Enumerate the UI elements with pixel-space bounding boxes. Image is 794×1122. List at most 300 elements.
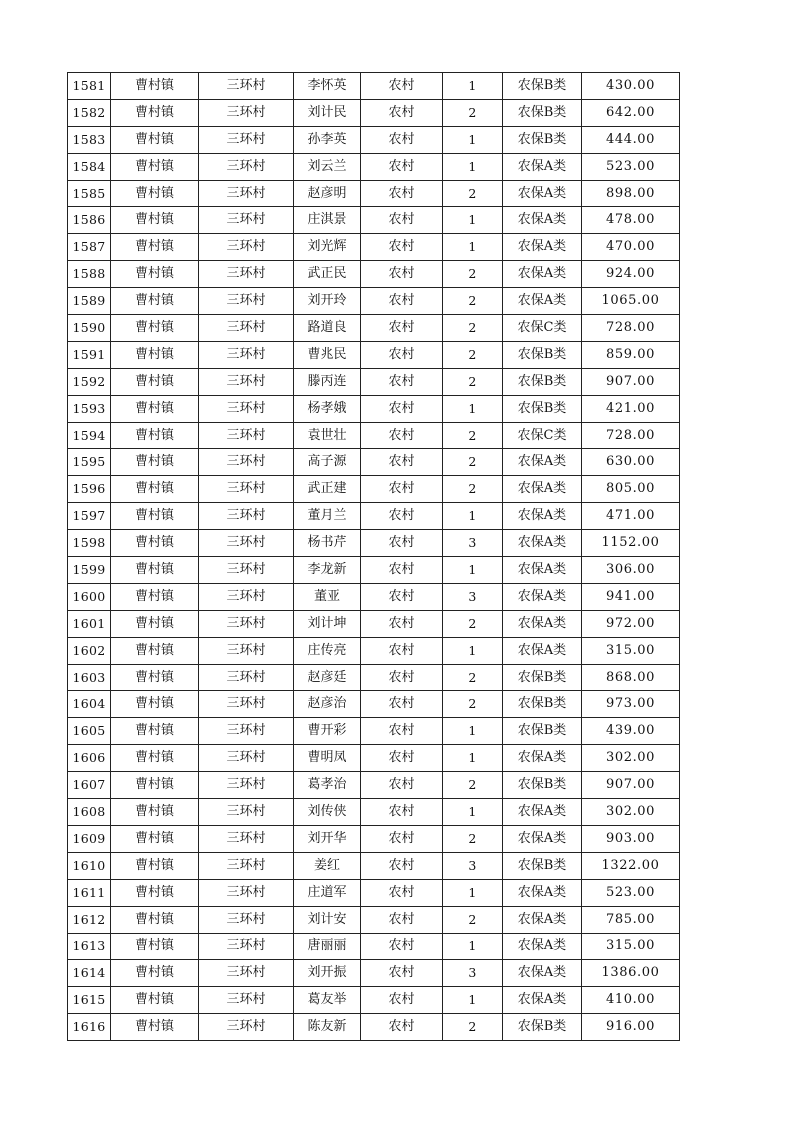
village-cell: 三环村 xyxy=(199,449,294,476)
household-type-cell: 农村 xyxy=(361,180,443,207)
town-cell: 曹村镇 xyxy=(111,476,199,503)
name-cell: 庄道军 xyxy=(294,879,361,906)
town-cell: 曹村镇 xyxy=(111,315,199,342)
name-cell: 武正民 xyxy=(294,261,361,288)
table-row xyxy=(68,691,680,718)
town-cell: 曹村镇 xyxy=(111,960,199,987)
amount-cell: 903.00 xyxy=(582,825,680,852)
household-size-cell: 2 xyxy=(443,288,503,315)
village-cell: 三环村 xyxy=(199,583,294,610)
serial-cell: 1593 xyxy=(68,395,111,422)
name-cell: 刘计坤 xyxy=(294,610,361,637)
table-row xyxy=(68,879,680,906)
village-cell: 三环村 xyxy=(199,664,294,691)
household-type-cell: 农村 xyxy=(361,637,443,664)
town-cell: 曹村镇 xyxy=(111,180,199,207)
amount-cell: 471.00 xyxy=(582,503,680,530)
town-cell: 曹村镇 xyxy=(111,664,199,691)
village-cell: 三环村 xyxy=(199,987,294,1014)
village-cell: 三环村 xyxy=(199,530,294,557)
table-row xyxy=(68,987,680,1014)
serial-cell: 1604 xyxy=(68,691,111,718)
table-row xyxy=(68,664,680,691)
serial-cell: 1601 xyxy=(68,610,111,637)
serial-cell: 1596 xyxy=(68,476,111,503)
category-cell: 农保A类 xyxy=(503,583,582,610)
household-size-cell: 3 xyxy=(443,960,503,987)
household-size-cell: 2 xyxy=(443,772,503,799)
name-cell: 刘传侠 xyxy=(294,799,361,826)
name-cell: 刘开振 xyxy=(294,960,361,987)
table-row xyxy=(68,476,680,503)
table-row xyxy=(68,395,680,422)
village-cell: 三环村 xyxy=(199,99,294,126)
serial-cell: 1612 xyxy=(68,906,111,933)
town-cell: 曹村镇 xyxy=(111,368,199,395)
household-size-cell: 1 xyxy=(443,153,503,180)
amount-cell: 728.00 xyxy=(582,422,680,449)
village-cell: 三环村 xyxy=(199,933,294,960)
table-row xyxy=(68,341,680,368)
household-size-cell: 1 xyxy=(443,799,503,826)
serial-cell: 1597 xyxy=(68,503,111,530)
serial-cell: 1594 xyxy=(68,422,111,449)
amount-cell: 302.00 xyxy=(582,799,680,826)
household-size-cell: 3 xyxy=(443,583,503,610)
amount-cell: 421.00 xyxy=(582,395,680,422)
household-type-cell: 农村 xyxy=(361,583,443,610)
category-cell: 农保A类 xyxy=(503,637,582,664)
household-type-cell: 农村 xyxy=(361,718,443,745)
serial-cell: 1598 xyxy=(68,530,111,557)
amount-cell: 315.00 xyxy=(582,637,680,664)
household-type-cell: 农村 xyxy=(361,852,443,879)
town-cell: 曹村镇 xyxy=(111,503,199,530)
amount-cell: 302.00 xyxy=(582,745,680,772)
household-size-cell: 2 xyxy=(443,341,503,368)
category-cell: 农保B类 xyxy=(503,395,582,422)
household-type-cell: 农村 xyxy=(361,395,443,422)
village-cell: 三环村 xyxy=(199,422,294,449)
village-cell: 三环村 xyxy=(199,288,294,315)
table-row xyxy=(68,637,680,664)
name-cell: 赵彦治 xyxy=(294,691,361,718)
town-cell: 曹村镇 xyxy=(111,449,199,476)
household-size-cell: 2 xyxy=(443,261,503,288)
household-size-cell: 2 xyxy=(443,99,503,126)
village-cell: 三环村 xyxy=(199,960,294,987)
table-row xyxy=(68,852,680,879)
household-type-cell: 农村 xyxy=(361,368,443,395)
village-cell: 三环村 xyxy=(199,180,294,207)
town-cell: 曹村镇 xyxy=(111,691,199,718)
household-type-cell: 农村 xyxy=(361,422,443,449)
serial-cell: 1592 xyxy=(68,368,111,395)
category-cell: 农保A类 xyxy=(503,745,582,772)
name-cell: 刘光辉 xyxy=(294,234,361,261)
category-cell: 农保B类 xyxy=(503,73,582,100)
name-cell: 刘云兰 xyxy=(294,153,361,180)
name-cell: 葛孝治 xyxy=(294,772,361,799)
category-cell: 农保A类 xyxy=(503,476,582,503)
serial-cell: 1585 xyxy=(68,180,111,207)
table-row xyxy=(68,368,680,395)
household-type-cell: 农村 xyxy=(361,315,443,342)
category-cell: 农保C类 xyxy=(503,422,582,449)
household-type-cell: 农村 xyxy=(361,1014,443,1041)
amount-cell: 907.00 xyxy=(582,772,680,799)
household-type-cell: 农村 xyxy=(361,960,443,987)
household-size-cell: 1 xyxy=(443,879,503,906)
amount-cell: 898.00 xyxy=(582,180,680,207)
serial-cell: 1608 xyxy=(68,799,111,826)
table-row xyxy=(68,315,680,342)
amount-cell: 430.00 xyxy=(582,73,680,100)
town-cell: 曹村镇 xyxy=(111,933,199,960)
table-row xyxy=(68,73,680,100)
name-cell: 李龙新 xyxy=(294,557,361,584)
name-cell: 高子源 xyxy=(294,449,361,476)
household-type-cell: 农村 xyxy=(361,234,443,261)
household-type-cell: 农村 xyxy=(361,503,443,530)
serial-cell: 1589 xyxy=(68,288,111,315)
town-cell: 曹村镇 xyxy=(111,73,199,100)
town-cell: 曹村镇 xyxy=(111,772,199,799)
amount-cell: 972.00 xyxy=(582,610,680,637)
name-cell: 路道良 xyxy=(294,315,361,342)
table-row xyxy=(68,745,680,772)
name-cell: 唐丽丽 xyxy=(294,933,361,960)
household-type-cell: 农村 xyxy=(361,557,443,584)
table-row xyxy=(68,180,680,207)
category-cell: 农保B类 xyxy=(503,99,582,126)
name-cell: 袁世壮 xyxy=(294,422,361,449)
category-cell: 农保B类 xyxy=(503,341,582,368)
household-type-cell: 农村 xyxy=(361,825,443,852)
household-size-cell: 2 xyxy=(443,664,503,691)
household-size-cell: 1 xyxy=(443,987,503,1014)
village-cell: 三环村 xyxy=(199,745,294,772)
category-cell: 农保B类 xyxy=(503,664,582,691)
amount-cell: 916.00 xyxy=(582,1014,680,1041)
amount-cell: 478.00 xyxy=(582,207,680,234)
serial-cell: 1607 xyxy=(68,772,111,799)
town-cell: 曹村镇 xyxy=(111,341,199,368)
amount-cell: 439.00 xyxy=(582,718,680,745)
town-cell: 曹村镇 xyxy=(111,99,199,126)
village-cell: 三环村 xyxy=(199,825,294,852)
amount-cell: 630.00 xyxy=(582,449,680,476)
village-cell: 三环村 xyxy=(199,73,294,100)
name-cell: 葛友举 xyxy=(294,987,361,1014)
amount-cell: 1322.00 xyxy=(582,852,680,879)
household-size-cell: 2 xyxy=(443,691,503,718)
table-row xyxy=(68,449,680,476)
village-cell: 三环村 xyxy=(199,395,294,422)
name-cell: 李怀英 xyxy=(294,73,361,100)
household-size-cell: 1 xyxy=(443,126,503,153)
category-cell: 农保B类 xyxy=(503,1014,582,1041)
household-type-cell: 农村 xyxy=(361,772,443,799)
table-row xyxy=(68,906,680,933)
amount-cell: 907.00 xyxy=(582,368,680,395)
category-cell: 农保A类 xyxy=(503,449,582,476)
table-row xyxy=(68,799,680,826)
village-cell: 三环村 xyxy=(199,368,294,395)
name-cell: 庄淇景 xyxy=(294,207,361,234)
name-cell: 庄传亮 xyxy=(294,637,361,664)
table-row xyxy=(68,99,680,126)
serial-cell: 1595 xyxy=(68,449,111,476)
serial-cell: 1605 xyxy=(68,718,111,745)
household-type-cell: 农村 xyxy=(361,126,443,153)
household-size-cell: 2 xyxy=(443,180,503,207)
table-row xyxy=(68,825,680,852)
amount-cell: 523.00 xyxy=(582,153,680,180)
category-cell: 农保A类 xyxy=(503,261,582,288)
table-row xyxy=(68,933,680,960)
category-cell: 农保A类 xyxy=(503,557,582,584)
amount-cell: 805.00 xyxy=(582,476,680,503)
amount-cell: 523.00 xyxy=(582,879,680,906)
serial-cell: 1584 xyxy=(68,153,111,180)
amount-cell: 973.00 xyxy=(582,691,680,718)
village-cell: 三环村 xyxy=(199,1014,294,1041)
village-cell: 三环村 xyxy=(199,476,294,503)
name-cell: 杨书芹 xyxy=(294,530,361,557)
household-size-cell: 3 xyxy=(443,530,503,557)
town-cell: 曹村镇 xyxy=(111,583,199,610)
town-cell: 曹村镇 xyxy=(111,207,199,234)
category-cell: 农保A类 xyxy=(503,530,582,557)
town-cell: 曹村镇 xyxy=(111,126,199,153)
household-size-cell: 2 xyxy=(443,422,503,449)
household-type-cell: 农村 xyxy=(361,99,443,126)
category-cell: 农保A类 xyxy=(503,987,582,1014)
household-size-cell: 1 xyxy=(443,503,503,530)
town-cell: 曹村镇 xyxy=(111,637,199,664)
household-type-cell: 农村 xyxy=(361,153,443,180)
table-row xyxy=(68,610,680,637)
table-row xyxy=(68,261,680,288)
table-row xyxy=(68,530,680,557)
name-cell: 刘开华 xyxy=(294,825,361,852)
name-cell: 董月兰 xyxy=(294,503,361,530)
village-cell: 三环村 xyxy=(199,906,294,933)
category-cell: 农保A类 xyxy=(503,906,582,933)
household-type-cell: 农村 xyxy=(361,449,443,476)
name-cell: 武正建 xyxy=(294,476,361,503)
household-size-cell: 2 xyxy=(443,906,503,933)
household-type-cell: 农村 xyxy=(361,987,443,1014)
town-cell: 曹村镇 xyxy=(111,825,199,852)
amount-cell: 642.00 xyxy=(582,99,680,126)
household-type-cell: 农村 xyxy=(361,799,443,826)
town-cell: 曹村镇 xyxy=(111,234,199,261)
amount-cell: 410.00 xyxy=(582,987,680,1014)
household-type-cell: 农村 xyxy=(361,207,443,234)
amount-cell: 924.00 xyxy=(582,261,680,288)
name-cell: 曹明凤 xyxy=(294,745,361,772)
household-type-cell: 农村 xyxy=(361,691,443,718)
serial-cell: 1591 xyxy=(68,341,111,368)
household-size-cell: 1 xyxy=(443,745,503,772)
amount-cell: 859.00 xyxy=(582,341,680,368)
name-cell: 曹开彩 xyxy=(294,718,361,745)
serial-cell: 1587 xyxy=(68,234,111,261)
table-row xyxy=(68,503,680,530)
table-row xyxy=(68,772,680,799)
town-cell: 曹村镇 xyxy=(111,261,199,288)
category-cell: 农保B类 xyxy=(503,368,582,395)
town-cell: 曹村镇 xyxy=(111,852,199,879)
serial-cell: 1611 xyxy=(68,879,111,906)
household-type-cell: 农村 xyxy=(361,73,443,100)
name-cell: 赵彦明 xyxy=(294,180,361,207)
household-size-cell: 2 xyxy=(443,610,503,637)
name-cell: 刘开玲 xyxy=(294,288,361,315)
name-cell: 陈友新 xyxy=(294,1014,361,1041)
town-cell: 曹村镇 xyxy=(111,530,199,557)
household-size-cell: 1 xyxy=(443,718,503,745)
household-type-cell: 农村 xyxy=(361,341,443,368)
name-cell: 董亚 xyxy=(294,583,361,610)
category-cell: 农保A类 xyxy=(503,879,582,906)
category-cell: 农保A类 xyxy=(503,610,582,637)
name-cell: 刘计民 xyxy=(294,99,361,126)
amount-cell: 306.00 xyxy=(582,557,680,584)
village-cell: 三环村 xyxy=(199,799,294,826)
household-size-cell: 1 xyxy=(443,557,503,584)
household-type-cell: 农村 xyxy=(361,530,443,557)
household-size-cell: 2 xyxy=(443,476,503,503)
serial-cell: 1588 xyxy=(68,261,111,288)
category-cell: 农保A类 xyxy=(503,825,582,852)
serial-cell: 1616 xyxy=(68,1014,111,1041)
amount-cell: 941.00 xyxy=(582,583,680,610)
serial-cell: 1590 xyxy=(68,315,111,342)
table-row xyxy=(68,288,680,315)
household-type-cell: 农村 xyxy=(361,906,443,933)
table-row xyxy=(68,960,680,987)
household-size-cell: 1 xyxy=(443,234,503,261)
village-cell: 三环村 xyxy=(199,852,294,879)
village-cell: 三环村 xyxy=(199,341,294,368)
town-cell: 曹村镇 xyxy=(111,906,199,933)
amount-cell: 785.00 xyxy=(582,906,680,933)
village-cell: 三环村 xyxy=(199,153,294,180)
category-cell: 农保A类 xyxy=(503,960,582,987)
table-row xyxy=(68,1014,680,1041)
amount-cell: 1152.00 xyxy=(582,530,680,557)
serial-cell: 1613 xyxy=(68,933,111,960)
amount-cell: 470.00 xyxy=(582,234,680,261)
serial-cell: 1603 xyxy=(68,664,111,691)
town-cell: 曹村镇 xyxy=(111,288,199,315)
amount-cell: 728.00 xyxy=(582,315,680,342)
serial-cell: 1600 xyxy=(68,583,111,610)
category-cell: 农保B类 xyxy=(503,718,582,745)
amount-cell: 315.00 xyxy=(582,933,680,960)
name-cell: 刘计安 xyxy=(294,906,361,933)
category-cell: 农保A类 xyxy=(503,180,582,207)
amount-cell: 1386.00 xyxy=(582,960,680,987)
town-cell: 曹村镇 xyxy=(111,879,199,906)
household-type-cell: 农村 xyxy=(361,933,443,960)
household-size-cell: 1 xyxy=(443,637,503,664)
household-size-cell: 1 xyxy=(443,207,503,234)
town-cell: 曹村镇 xyxy=(111,718,199,745)
household-size-cell: 1 xyxy=(443,395,503,422)
category-cell: 农保C类 xyxy=(503,315,582,342)
household-size-cell: 1 xyxy=(443,73,503,100)
village-cell: 三环村 xyxy=(199,557,294,584)
household-size-cell: 1 xyxy=(443,933,503,960)
name-cell: 赵彦廷 xyxy=(294,664,361,691)
town-cell: 曹村镇 xyxy=(111,799,199,826)
category-cell: 农保B类 xyxy=(503,126,582,153)
roster-body xyxy=(68,73,680,1041)
category-cell: 农保B类 xyxy=(503,772,582,799)
serial-cell: 1582 xyxy=(68,99,111,126)
roster-table xyxy=(67,72,680,1041)
table-row xyxy=(68,207,680,234)
table-row xyxy=(68,234,680,261)
village-cell: 三环村 xyxy=(199,503,294,530)
household-size-cell: 3 xyxy=(443,852,503,879)
household-type-cell: 农村 xyxy=(361,610,443,637)
village-cell: 三环村 xyxy=(199,234,294,261)
category-cell: 农保B类 xyxy=(503,691,582,718)
serial-cell: 1599 xyxy=(68,557,111,584)
amount-cell: 444.00 xyxy=(582,126,680,153)
table-row xyxy=(68,583,680,610)
household-size-cell: 2 xyxy=(443,1014,503,1041)
serial-cell: 1606 xyxy=(68,745,111,772)
table-row xyxy=(68,126,680,153)
serial-cell: 1602 xyxy=(68,637,111,664)
name-cell: 姜红 xyxy=(294,852,361,879)
village-cell: 三环村 xyxy=(199,637,294,664)
name-cell: 杨孝娥 xyxy=(294,395,361,422)
roster-sheet xyxy=(67,72,680,1041)
category-cell: 农保A类 xyxy=(503,799,582,826)
town-cell: 曹村镇 xyxy=(111,745,199,772)
category-cell: 农保A类 xyxy=(503,207,582,234)
serial-cell: 1583 xyxy=(68,126,111,153)
village-cell: 三环村 xyxy=(199,315,294,342)
category-cell: 农保A类 xyxy=(503,288,582,315)
table-row xyxy=(68,557,680,584)
category-cell: 农保A类 xyxy=(503,933,582,960)
town-cell: 曹村镇 xyxy=(111,987,199,1014)
name-cell: 曹兆民 xyxy=(294,341,361,368)
town-cell: 曹村镇 xyxy=(111,395,199,422)
town-cell: 曹村镇 xyxy=(111,610,199,637)
category-cell: 农保A类 xyxy=(503,234,582,261)
household-size-cell: 2 xyxy=(443,449,503,476)
household-type-cell: 农村 xyxy=(361,261,443,288)
village-cell: 三环村 xyxy=(199,126,294,153)
household-type-cell: 农村 xyxy=(361,664,443,691)
town-cell: 曹村镇 xyxy=(111,422,199,449)
household-type-cell: 农村 xyxy=(361,288,443,315)
name-cell: 孙李英 xyxy=(294,126,361,153)
town-cell: 曹村镇 xyxy=(111,153,199,180)
village-cell: 三环村 xyxy=(199,772,294,799)
category-cell: 农保A类 xyxy=(503,153,582,180)
village-cell: 三环村 xyxy=(199,261,294,288)
